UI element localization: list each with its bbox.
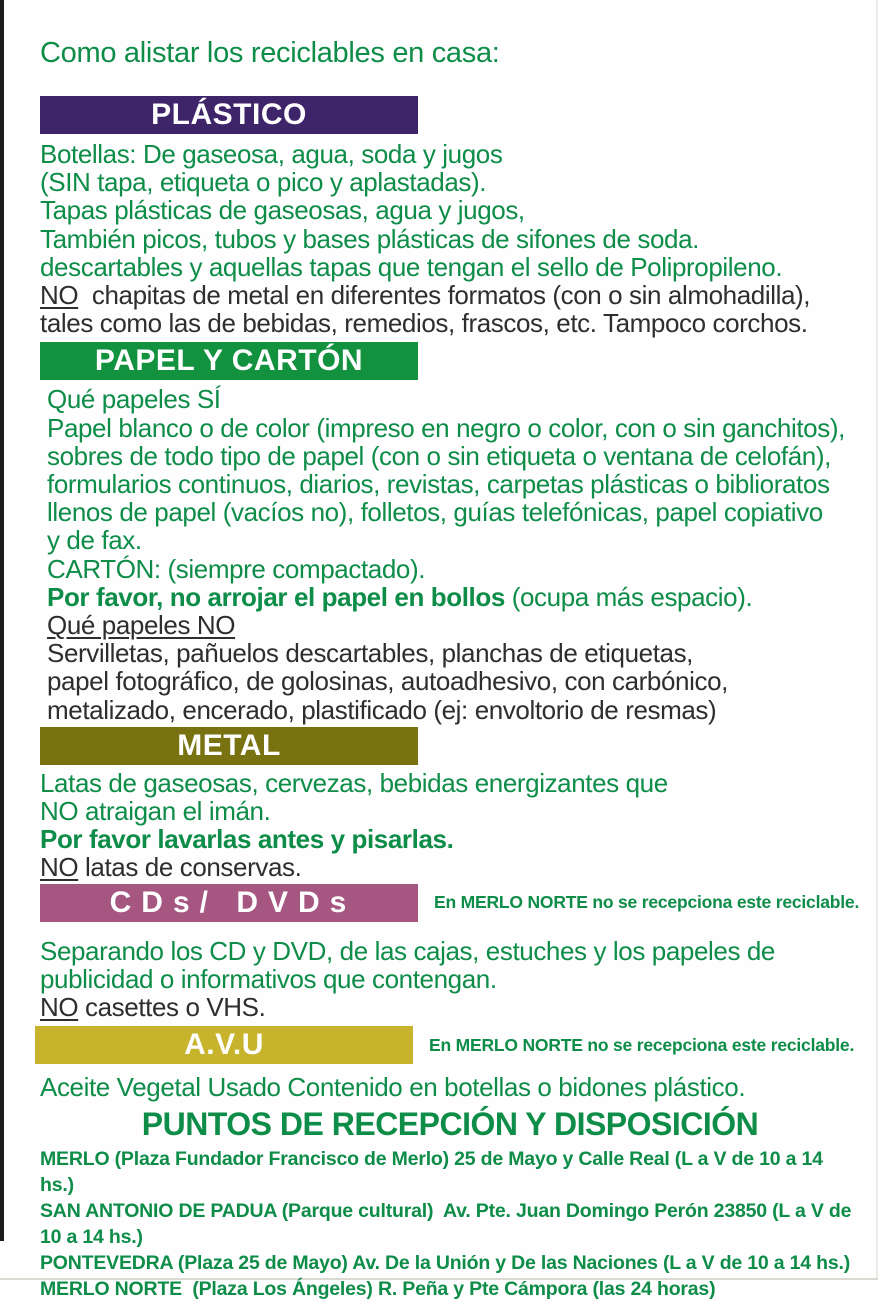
section-body-cds-dvds — [40, 937, 860, 1022]
text-segment: llenos de papel (vacíos no), folletos, guías telefónicas, papel copiativo — [47, 497, 823, 528]
reception-location-line: PONTEVEDRA (Plaza 25 de Mayo) Av. De la Unión y De las Naciones (L a V de 10 a 14 hs.) — [40, 1252, 851, 1275]
text-line — [40, 797, 860, 825]
text-segment: Separando los CD y DVD, de las cajas, estuches y los papeles de — [40, 935, 775, 966]
reception-location-line: SAN ANTONIO DE PADUA (Parque cultural) Av. Pte. Juan Domingo Perón 23850 (L a V de 10 a 14 hs.) — [40, 1200, 857, 1249]
text-line — [40, 225, 860, 253]
text-segment: NO — [40, 852, 79, 883]
page-title: Como alistar los reciclables en casa: — [40, 37, 500, 69]
text-segment: Qué papeles SÍ — [47, 384, 221, 415]
section-header-metal: METAL — [40, 727, 418, 765]
text-segment: metalizado, encerado, plastificado (ej: envoltorio de resmas) — [47, 694, 717, 725]
section-body-metal — [40, 769, 860, 882]
section-body-plastico — [40, 140, 860, 337]
text-line — [47, 414, 860, 442]
reception-locations — [40, 1146, 860, 1302]
text-segment: descartables y aquellas tapas que tengan el sello de Polipropileno. — [40, 251, 783, 282]
text-segment: latas de conservas. — [78, 852, 302, 883]
text-line — [40, 993, 860, 1021]
reception-title: PUNTOS DE RECEPCIÓN Y DISPOSICIÓN — [141, 1106, 759, 1143]
text-segment: formularios continuos, diarios, revistas, carpetas plásticas o biblioratos — [47, 469, 830, 500]
text-line — [40, 965, 860, 993]
text-segment: publicidad o informativos que contengan. — [40, 963, 497, 994]
text-segment: Servilletas, pañuelos descartables, planchas de etiquetas, — [47, 638, 693, 669]
text-line — [47, 611, 860, 639]
text-segment: tales como las de bebidas, remedios, frascos, etc. Tampoco corchos. — [40, 308, 808, 339]
scan-left-border — [0, 0, 4, 1241]
text-line — [40, 937, 860, 965]
text-line — [47, 696, 860, 724]
section-header-row-plastico — [40, 96, 860, 134]
text-segment: CARTÓN: (siempre compactado). — [47, 553, 426, 584]
text-segment: Qué papeles NO — [47, 610, 236, 641]
text-line — [40, 1073, 860, 1101]
text-line — [47, 498, 860, 526]
flyer-content — [40, 0, 860, 1302]
text-segment: (SIN tapa, etiqueta o pico y aplastadas). — [40, 167, 487, 198]
text-line — [47, 442, 860, 470]
section-header-cds-dvds: CDs/ DVDs — [40, 884, 418, 922]
section-header-row-metal — [40, 727, 860, 765]
text-line — [40, 168, 860, 196]
text-segment: Papel blanco o de color (impreso en negro o color, con o sin ganchitos), — [47, 412, 845, 443]
text-line — [40, 196, 860, 224]
text-segment: y de fax. — [47, 525, 142, 556]
text-segment: Por favor lavarlas antes y pisarlas. — [40, 824, 454, 855]
text-segment: (ocupa más espacio). — [504, 581, 753, 612]
section-header-row-avu — [35, 1026, 860, 1064]
text-line — [47, 385, 860, 413]
text-segment: papel fotográfico, de golosinas, autoadhesivo, con carbónico, — [47, 666, 728, 697]
text-segment: casettes o VHS. — [78, 992, 266, 1023]
text-segment: Aceite Vegetal Usado Contenido en botellas o bidones plástico. — [40, 1072, 746, 1103]
text-segment: sobres de todo tipo de papel (con o sin etiqueta o ventana de celofán), — [47, 440, 831, 471]
section-body-avu — [40, 1073, 860, 1101]
text-segment: Tapas plásticas de gaseosas, agua y jugos, — [40, 195, 525, 226]
text-line — [40, 825, 860, 853]
text-line — [40, 769, 860, 797]
text-line — [47, 555, 860, 583]
text-line — [47, 667, 860, 695]
text-line — [40, 253, 860, 281]
section-body-papel — [40, 385, 860, 723]
reception-location-line: MERLO (Plaza Fundador Francisco de Merlo) 25 de Mayo y Calle Real (L a V de 10 a 14 hs.) — [40, 1148, 829, 1197]
reception-location-line: MERLO NORTE (Plaza Los Ángeles) R. Peña y Pte Cámpora (las 24 horas) — [40, 1278, 716, 1301]
text-segment: También picos, tubos y bases plásticas de sifones de soda. — [40, 223, 699, 254]
merlo-norte-note: En MERLO NORTE no se recepciona este reciclable. — [429, 1034, 855, 1055]
text-segment: chapitas de metal en diferentes formatos (con o sin almohadilla), — [78, 280, 811, 311]
text-line — [40, 140, 860, 168]
text-segment: Latas de gaseosas, cervezas, bebidas energizantes que — [40, 767, 668, 798]
text-line — [47, 583, 860, 611]
text-line — [47, 639, 860, 667]
text-line — [40, 281, 860, 309]
text-segment: NO — [40, 280, 79, 311]
text-segment: NO atraigan el imán. — [40, 796, 271, 827]
section-header-plastico: PLÁSTICO — [40, 96, 418, 134]
sections-container — [40, 96, 860, 1101]
section-header-avu: A.V.U — [35, 1026, 413, 1064]
text-line — [47, 470, 860, 498]
text-line — [47, 526, 860, 554]
text-line — [40, 309, 860, 337]
text-line — [40, 853, 860, 881]
merlo-norte-note: En MERLO NORTE no se recepciona este reciclable. — [434, 892, 860, 913]
section-header-papel: PAPEL Y CARTÓN — [40, 342, 418, 380]
section-header-row-cds-dvds — [40, 884, 860, 922]
text-segment: Por favor, no arrojar el papel en bollos — [47, 581, 505, 612]
section-header-row-papel — [40, 342, 860, 380]
text-segment: Botellas: De gaseosa, agua, soda y jugos — [40, 139, 503, 169]
text-segment: NO — [40, 992, 79, 1023]
